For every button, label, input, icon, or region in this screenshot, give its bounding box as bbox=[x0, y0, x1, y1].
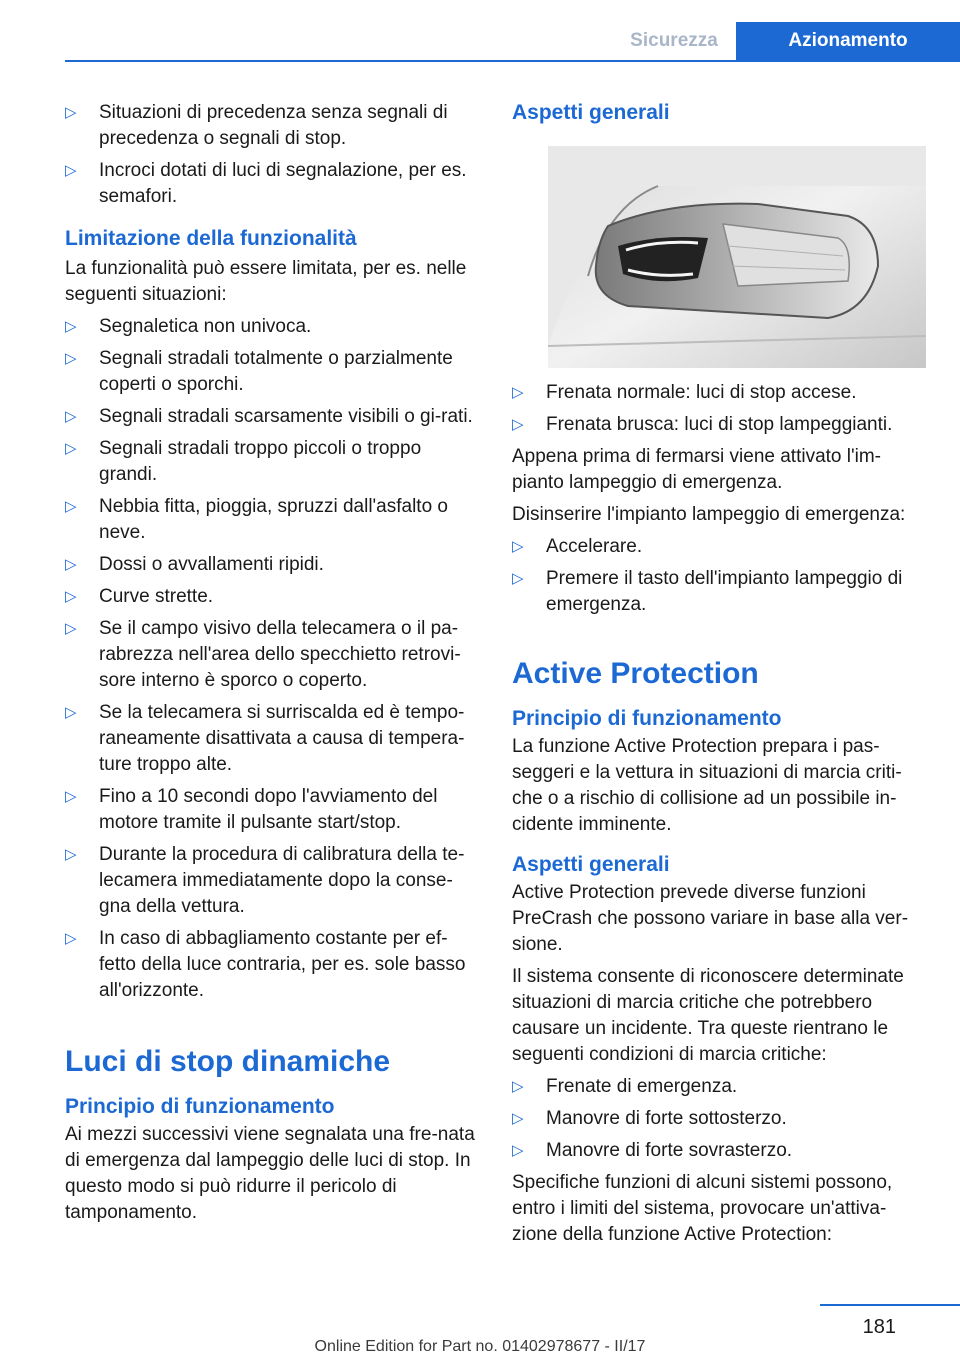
footer-rule bbox=[820, 1304, 960, 1306]
principle-text: Ai mezzi successivi viene segnalata una fre-nata di emergenza dal lampeggio delle luci di stop. In questo modo si può ridurre il pericolo di tamponamento. bbox=[65, 1124, 475, 1223]
bullet-triangle-icon: ▷ bbox=[512, 538, 524, 555]
general-text-2: Il sistema consente di riconoscere determinate situazioni di marcia critiche che potrebbero causare un incidente. Tra queste rientrano le seguenti condizioni di marcia critiche: bbox=[512, 966, 904, 1065]
limitation-heading: Limitazione della funzionalità bbox=[65, 227, 357, 250]
bullet-triangle-icon: ▷ bbox=[512, 384, 524, 401]
bullet-triangle-icon: ▷ bbox=[65, 620, 77, 637]
situations-list bbox=[65, 100, 481, 210]
list-item: ▷ Se la telecamera si surriscalda ed è tempo-raneamente disattivata a causa di tempera-ture troppo alte. bbox=[65, 702, 465, 775]
bullet-triangle-icon: ▷ bbox=[65, 788, 77, 805]
bullet-triangle-icon: ▷ bbox=[65, 162, 77, 179]
bullet-triangle-icon: ▷ bbox=[65, 408, 77, 425]
list-item: ▷ Accelerare. bbox=[512, 534, 928, 560]
active-protection-title: Active Protection bbox=[512, 657, 759, 690]
list-item: ▷ Fino a 10 secondi dopo l'avviamento del motore tramite il pulsante start/stop. bbox=[65, 786, 438, 833]
general-heading-2: Aspetti generali bbox=[512, 853, 670, 876]
left-column bbox=[65, 100, 481, 1232]
header-rule bbox=[65, 60, 960, 62]
limitations-list bbox=[65, 314, 481, 1004]
bullet-triangle-icon: ▷ bbox=[65, 350, 77, 367]
bullet-triangle-icon: ▷ bbox=[512, 570, 524, 587]
list-item: ▷ In caso di abbagliamento costante per ef-fetto della luce contraria, per es. sole basso all'orizzonte. bbox=[65, 928, 466, 1001]
list-item: ▷ Curve strette. bbox=[65, 584, 481, 610]
bullet-triangle-icon: ▷ bbox=[65, 704, 77, 721]
list-item: ▷ Manovre di forte sottosterzo. bbox=[512, 1106, 928, 1132]
bullet-triangle-icon: ▷ bbox=[512, 416, 524, 433]
list-item: ▷ Frenate di emergenza. bbox=[512, 1074, 928, 1100]
dynamic-brake-lights-title: Luci di stop dinamiche bbox=[65, 1045, 391, 1078]
general-heading: Aspetti generali bbox=[512, 101, 670, 124]
principle-heading: Principio di funzionamento bbox=[65, 1095, 335, 1118]
list-item: ▷ Frenata brusca: luci di stop lampeggianti. bbox=[512, 412, 928, 438]
limitation-intro: La funzionalità può essere limitata, per es. nelle seguenti situazioni: bbox=[65, 258, 467, 305]
list-item: ▷ Segnali stradali scarsamente visibili o gi-rati. bbox=[65, 404, 481, 430]
bullet-triangle-icon: ▷ bbox=[65, 318, 77, 335]
bullet-triangle-icon: ▷ bbox=[65, 104, 77, 121]
hazard-deactivation-text: Disinserire l'impianto lampeggio di emergenza: bbox=[512, 504, 906, 525]
taillight-image bbox=[548, 146, 926, 368]
brake-list bbox=[512, 380, 928, 438]
deactivation-list bbox=[512, 534, 928, 618]
bullet-triangle-icon: ▷ bbox=[65, 440, 77, 457]
principle-heading: Principio di funzionamento bbox=[512, 707, 782, 730]
list-item: ▷ Frenata normale: luci di stop accese. bbox=[512, 380, 928, 406]
bullet-triangle-icon: ▷ bbox=[512, 1110, 524, 1127]
right-column bbox=[512, 100, 928, 1254]
bullet-triangle-icon: ▷ bbox=[65, 498, 77, 515]
list-item: ▷ Segnaletica non univoca. bbox=[65, 314, 481, 340]
list-item: ▷ Manovre di forte sovrasterzo. bbox=[512, 1138, 928, 1164]
list-item: ▷ Segnali stradali troppo piccoli o troppo grandi. bbox=[65, 438, 422, 485]
tab-sicurezza[interactable]: Sicurezza bbox=[630, 30, 718, 51]
bullet-triangle-icon: ▷ bbox=[65, 556, 77, 573]
edition-footer: Online Edition for Part no. 01402978677 - II/17 bbox=[314, 1338, 646, 1355]
bullet-triangle-icon: ▷ bbox=[512, 1142, 524, 1159]
page-header bbox=[0, 0, 960, 62]
page-number: 181 bbox=[862, 1316, 896, 1338]
bullet-triangle-icon: ▷ bbox=[65, 930, 77, 947]
list-item: ▷ Durante la procedura di calibratura della te-lecamera immediatamente dopo la conse-gna della vettura. bbox=[65, 844, 465, 917]
bullet-triangle-icon: ▷ bbox=[65, 588, 77, 605]
list-item: ▷ Dossi o avvallamenti ripidi. bbox=[65, 552, 481, 578]
critical-conditions-list bbox=[512, 1074, 928, 1164]
list-item: ▷ Situazioni di precedenza senza segnali di precedenza o segnali di stop. bbox=[65, 102, 448, 149]
tab-azionamento[interactable]: Azionamento bbox=[736, 22, 960, 62]
bullet-triangle-icon: ▷ bbox=[512, 1078, 524, 1095]
closing-text: Specifiche funzioni di alcuni sistemi possono, entro i limiti del sistema, provocare un'attiva-zione della funzione Active Protection: bbox=[512, 1172, 893, 1245]
bullet-triangle-icon: ▷ bbox=[65, 846, 77, 863]
hazard-activation-text: Appena prima di fermarsi viene attivato l'im-pianto lampeggio di emergenza. bbox=[512, 446, 881, 493]
list-item: ▷ Segnali stradali totalmente o parzialmente coperti o sporchi. bbox=[65, 348, 453, 395]
list-item: ▷ Se il campo visivo della telecamera o il pa-rabrezza nell'area dello specchietto retrovi-sore interno è sporco o coperto. bbox=[65, 618, 461, 691]
general-text-1: Active Protection prevede diverse funzioni PreCrash che possono variare in base alla ver-sione. bbox=[512, 882, 909, 955]
list-item: ▷ Premere il tasto dell'impianto lampeggio di emergenza. bbox=[512, 568, 903, 615]
list-item: ▷ Incroci dotati di luci di segnalazione, per es. semafori. bbox=[65, 160, 467, 207]
list-item: ▷ Nebbia fitta, pioggia, spruzzi dall'asfalto o neve. bbox=[65, 496, 448, 543]
principle-text: La funzione Active Protection prepara i pas-seggeri e la vettura in situazioni di marcia criti-che o a rischio di collisione ad un possibile in-cidente imminente. bbox=[512, 736, 902, 835]
